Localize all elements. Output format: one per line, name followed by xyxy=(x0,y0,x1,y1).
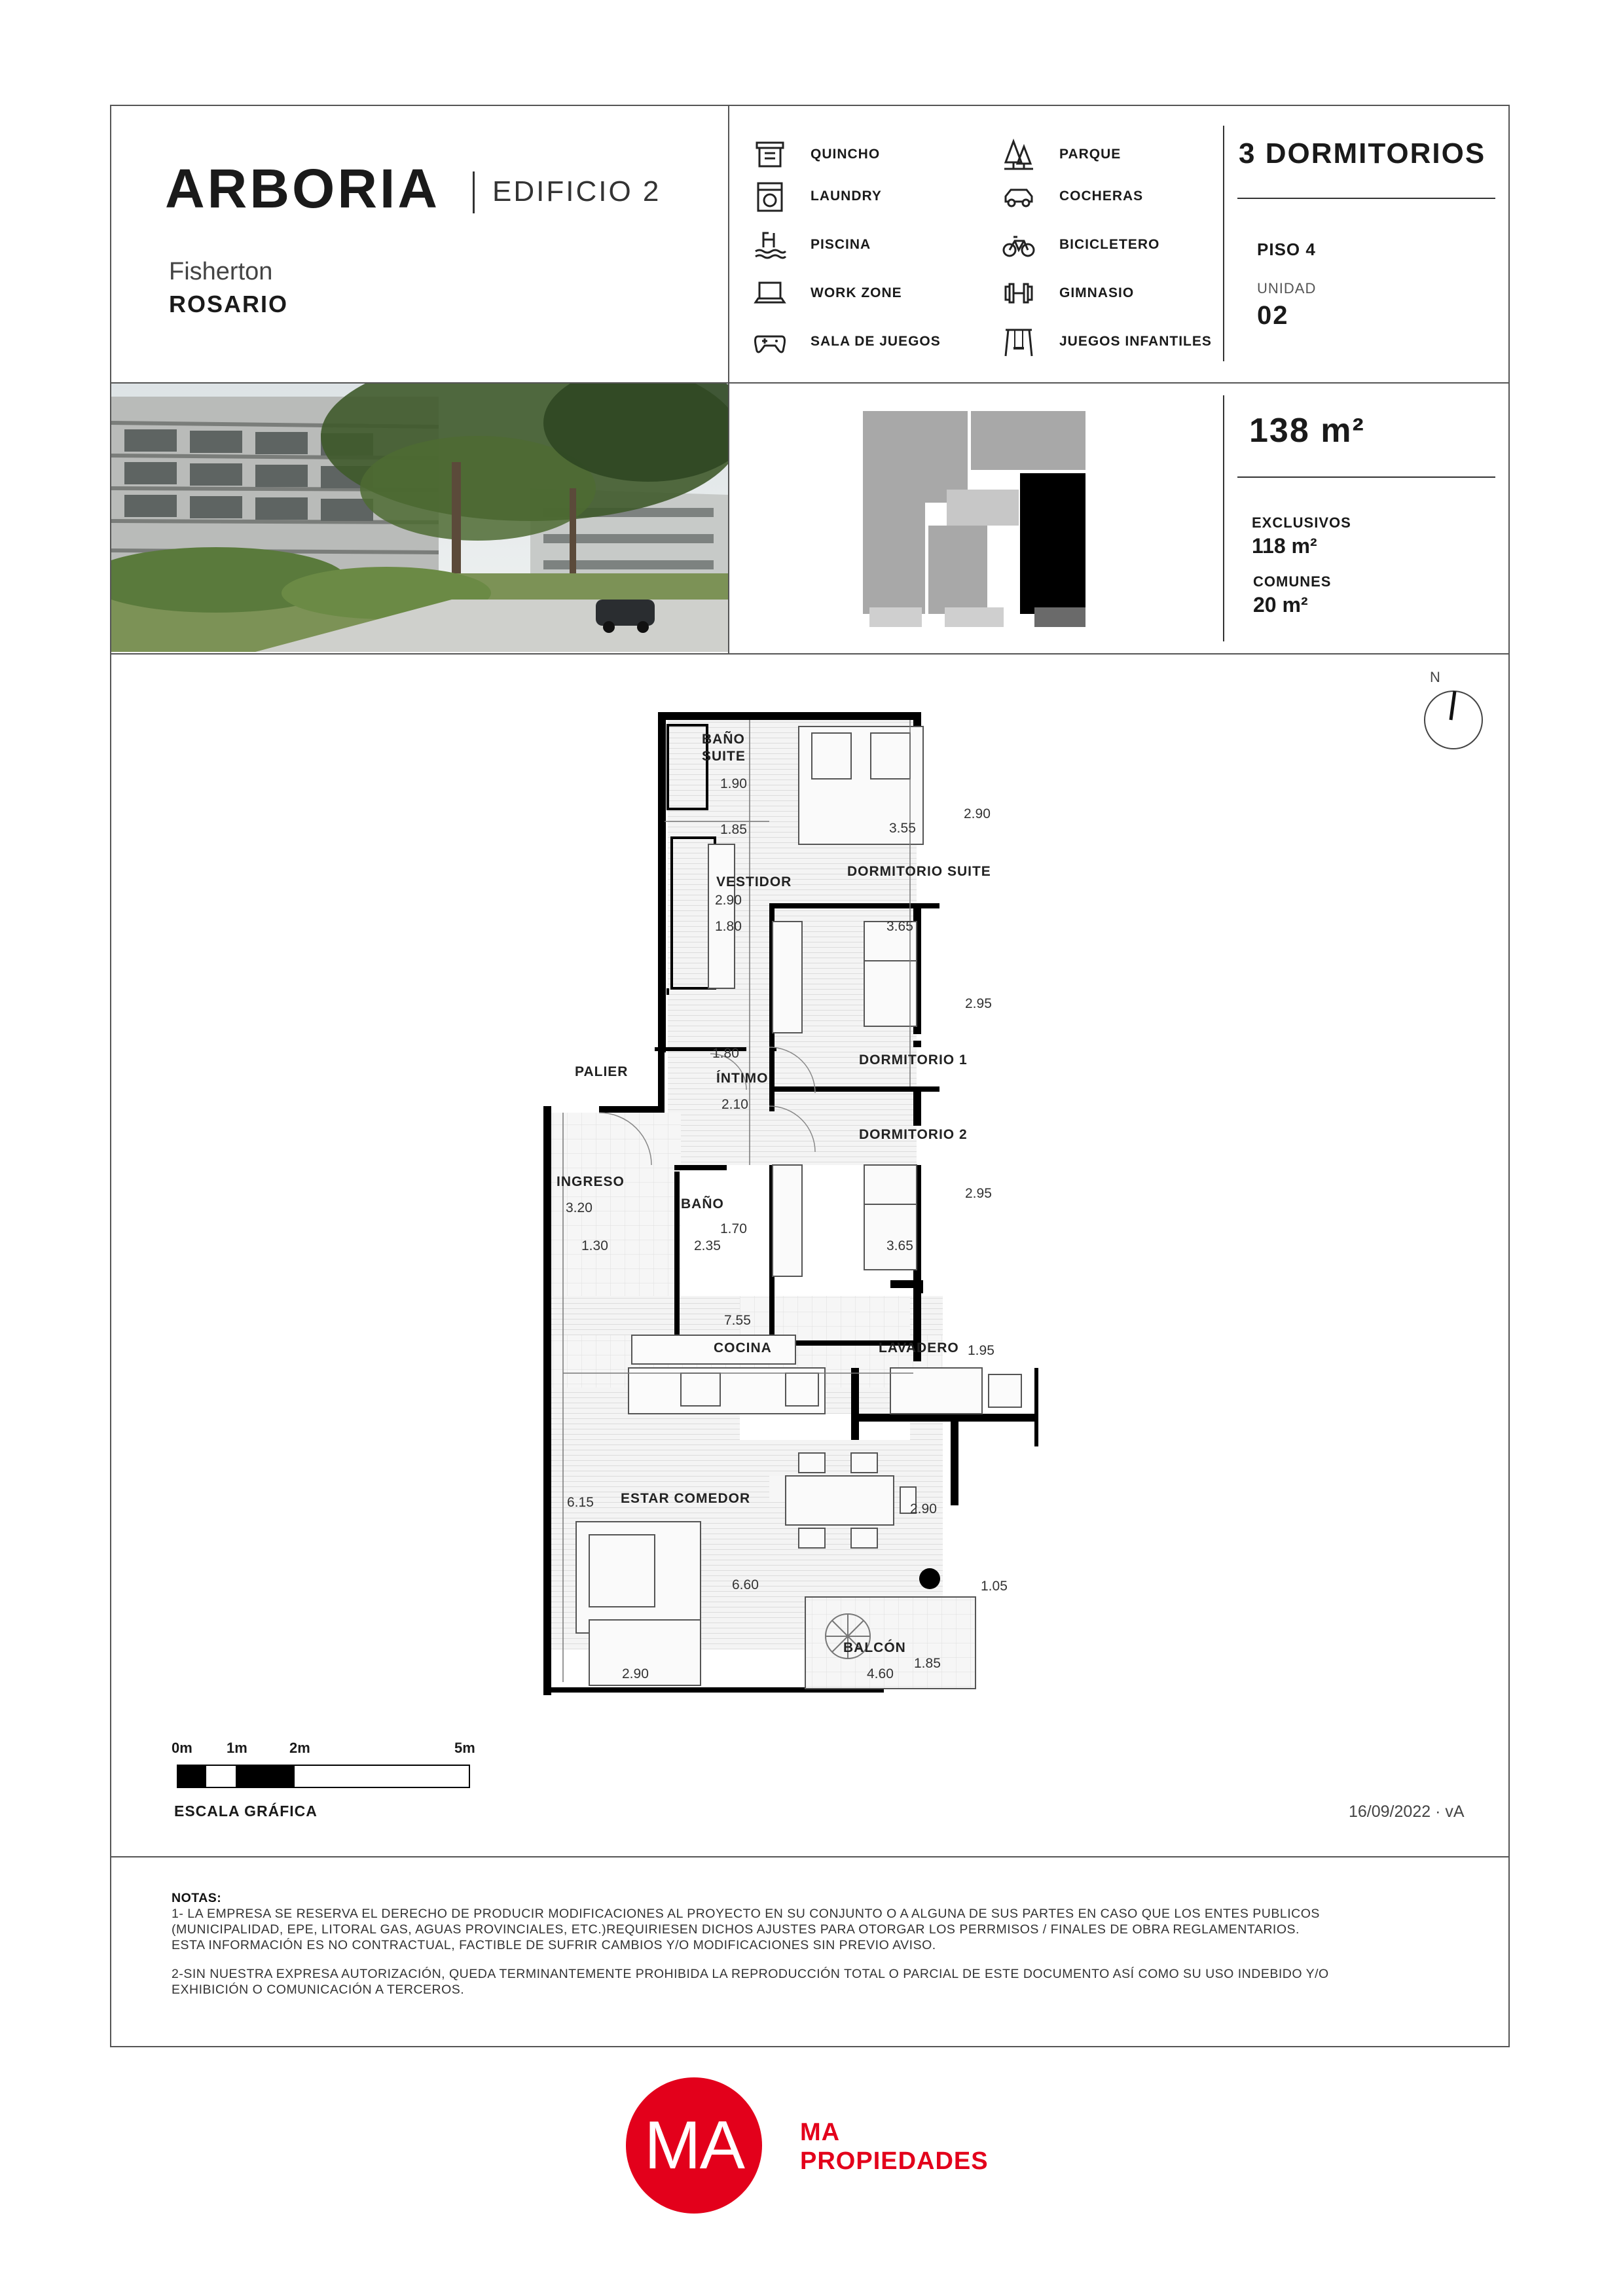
city-label: ROSARIO xyxy=(169,291,289,317)
room-palier: PALIER xyxy=(575,1064,629,1079)
room-lavadero: LAVADERO xyxy=(879,1340,959,1355)
room-dormitorio-1: DORMITORIO 1 xyxy=(859,1052,968,1067)
pool-icon xyxy=(753,228,787,262)
north-arrow-icon xyxy=(1422,689,1485,751)
dim-label: 2.90 xyxy=(715,893,742,908)
bedrooms-label: 3 DORMITORIOS xyxy=(1239,137,1486,170)
company-name xyxy=(800,2118,989,2176)
amenity-label: BICICLETERO xyxy=(1059,237,1160,252)
dim-label: 1.05 xyxy=(981,1579,1008,1594)
building-label: EDIFICIO 2 xyxy=(492,175,661,207)
notes-block xyxy=(172,1890,1468,1998)
total-area: 138 m² xyxy=(1249,412,1365,450)
title-separator xyxy=(473,171,475,213)
amenity-label: LAUNDRY xyxy=(811,188,882,204)
amenity-laundry xyxy=(753,179,882,213)
dim-label: 1.90 xyxy=(720,776,747,791)
neighborhood-label: Fisherton xyxy=(169,258,273,285)
amenity-label: PISCINA xyxy=(811,237,871,252)
washing-machine-icon xyxy=(753,179,787,213)
scale-tick-2: 2m xyxy=(289,1740,310,1756)
amenities-list xyxy=(753,137,1224,360)
dim-label: 6.60 xyxy=(732,1577,759,1592)
gamepad-icon xyxy=(753,325,787,359)
dim-label: 3.20 xyxy=(566,1200,593,1215)
dim-label: 1.85 xyxy=(720,822,747,837)
note-2-line-1: 2-SIN NUESTRA EXPRESA AUTORIZACIÓN, QUEDA TERMINANTEMENTE PROHIBIDA LA REPRODUCCIÓN TOTAL O PARCIAL DE ESTE DOCUMENTO ASÍ COMO SU USO INDEBIDO Y/O xyxy=(172,1967,1329,1981)
notes-title: NOTAS: xyxy=(172,1891,222,1905)
logo-mark: MA xyxy=(644,2107,744,2183)
amenity-gimnasio xyxy=(1002,276,1134,310)
project-title: ARBORIA xyxy=(165,158,440,219)
amenity-piscina xyxy=(753,228,871,262)
building-render-image xyxy=(111,384,728,652)
company-logo-circle xyxy=(626,2077,762,2214)
room-dormitorio-suite: DORMITORIO SUITE xyxy=(847,864,991,879)
revision-date: 16/09/2022 · vA xyxy=(1349,1803,1465,1821)
dim-label: 1.80 xyxy=(715,919,742,934)
area-left-divider xyxy=(1223,395,1224,641)
bicycle-icon xyxy=(1002,228,1036,262)
dim-label: 1.30 xyxy=(581,1238,608,1253)
amenity-quincho xyxy=(753,137,880,171)
dim-label: 7.55 xyxy=(724,1313,751,1328)
room-bano-suite-line2: SUITE xyxy=(702,749,746,764)
room-bano-suite-line1: BAÑO xyxy=(702,732,745,747)
amenity-cocheras xyxy=(1002,179,1143,213)
note-1-line-1: 1- LA EMPRESA SE RESERVA EL DERECHO DE PRODUCIR MODIFICACIONES AL PROYECTO EN SU CONJUNTO O A ALGUNA DE SUS PARTES EN CASO QUE LOS ENTES PUBLICOS xyxy=(172,1907,1320,1921)
room-estar-comedor: ESTAR COMEDOR xyxy=(621,1491,751,1506)
amenity-label: COCHERAS xyxy=(1059,188,1144,204)
note-2-line-2: EXHIBICIÓN O COMUNICACIÓN A TERCEROS. xyxy=(172,1982,465,1997)
room-balcon: BALCÓN xyxy=(843,1640,906,1655)
north-letter: N xyxy=(1430,669,1440,685)
company-name-line1: MA xyxy=(800,2119,841,2146)
dim-label: 2.95 xyxy=(965,996,992,1011)
floor-plan xyxy=(524,707,1244,1728)
grill-icon xyxy=(753,137,787,171)
area-underline xyxy=(1237,476,1495,478)
dim-label: 3.65 xyxy=(886,1238,913,1253)
swing-icon xyxy=(1002,325,1036,359)
dim-label: 2.90 xyxy=(622,1666,649,1681)
amenity-label: SALA DE JUEGOS xyxy=(811,334,941,349)
dumbbell-icon xyxy=(1002,276,1036,310)
bedrooms-underline xyxy=(1237,198,1495,199)
dim-label: 1.95 xyxy=(968,1343,994,1358)
dim-label: 2.35 xyxy=(694,1238,721,1253)
notes-divider xyxy=(110,1856,1510,1857)
note-1-line-3: ESTA INFORMACIÓN ES NO CONTRACTUAL, FACTIBLE DE SUFRIR CAMBIOS Y/O MODIFICACIONES SIN PREVIO AVISO. xyxy=(172,1938,936,1952)
dim-label: 2.90 xyxy=(910,1501,937,1516)
scale-caption: ESCALA GRÁFICA xyxy=(174,1803,318,1820)
amenity-label: WORK ZONE xyxy=(811,285,902,300)
scale-tick-0: 0m xyxy=(172,1740,192,1756)
common-caption: COMUNES xyxy=(1253,573,1332,590)
room-vestidor: VESTIDOR xyxy=(716,874,792,889)
dim-label: 3.65 xyxy=(886,919,913,934)
amenity-label: GIMNASIO xyxy=(1059,285,1135,300)
dim-label: 1.85 xyxy=(914,1656,941,1671)
common-area: 20 m² xyxy=(1253,593,1308,617)
dim-label: 1.80 xyxy=(712,1046,739,1061)
dim-label: 1.70 xyxy=(720,1221,747,1236)
dim-label: 6.15 xyxy=(567,1495,594,1510)
room-ingreso: INGRESO xyxy=(556,1174,625,1189)
dim-label: 4.60 xyxy=(867,1666,894,1681)
exclusive-area: 118 m² xyxy=(1252,534,1317,558)
key-plan xyxy=(863,411,1085,627)
amenity-work-zone xyxy=(753,276,902,310)
trees-icon xyxy=(1002,137,1036,171)
dim-label: 3.55 xyxy=(889,821,916,836)
laptop-icon xyxy=(753,276,787,310)
amenity-label: JUEGOS INFANTILES xyxy=(1059,334,1212,349)
dim-label: 2.10 xyxy=(721,1097,748,1112)
amenity-bicicletero xyxy=(1002,228,1159,262)
note-1-line-2: (MUNICIPALIDAD, EPE, LITORAL GAS, AGUAS PROVINCIALES, ETC.)REQUIRIESEN DICHOS AJUSTES PARA OTORGAR LOS PERRMISOS / FINALES DE OBRA REGLAMENTARIOS. xyxy=(172,1922,1300,1937)
dim-label: 2.95 xyxy=(965,1186,992,1201)
room-dormitorio-2: DORMITORIO 2 xyxy=(859,1127,968,1142)
plan-divider xyxy=(110,653,1510,655)
room-intimo: ÍNTIMO xyxy=(716,1071,769,1086)
exclusive-caption: EXCLUSIVOS xyxy=(1252,514,1351,531)
unit-number: 02 xyxy=(1257,301,1289,330)
room-bano: BAÑO xyxy=(681,1196,724,1211)
scale-bar xyxy=(177,1765,471,1789)
unit-caption: UNIDAD xyxy=(1257,280,1317,296)
amenity-parque xyxy=(1002,137,1121,171)
company-name-line2: PROPIEDADES xyxy=(800,2147,989,2175)
scale-tick-1: 1m xyxy=(227,1740,247,1756)
amenity-juegos-infantiles xyxy=(1002,325,1212,359)
dim-label: 2.90 xyxy=(964,806,991,821)
amenity-sala-de-juegos xyxy=(753,325,941,359)
scale-tick-5: 5m xyxy=(454,1740,475,1756)
car-icon xyxy=(1002,179,1036,213)
header-vertical-divider xyxy=(728,105,729,653)
amenity-label: QUINCHO xyxy=(811,147,881,162)
floor-label: PISO 4 xyxy=(1257,240,1316,259)
amenity-label: PARQUE xyxy=(1059,147,1122,162)
room-cocina: COCINA xyxy=(714,1340,772,1355)
